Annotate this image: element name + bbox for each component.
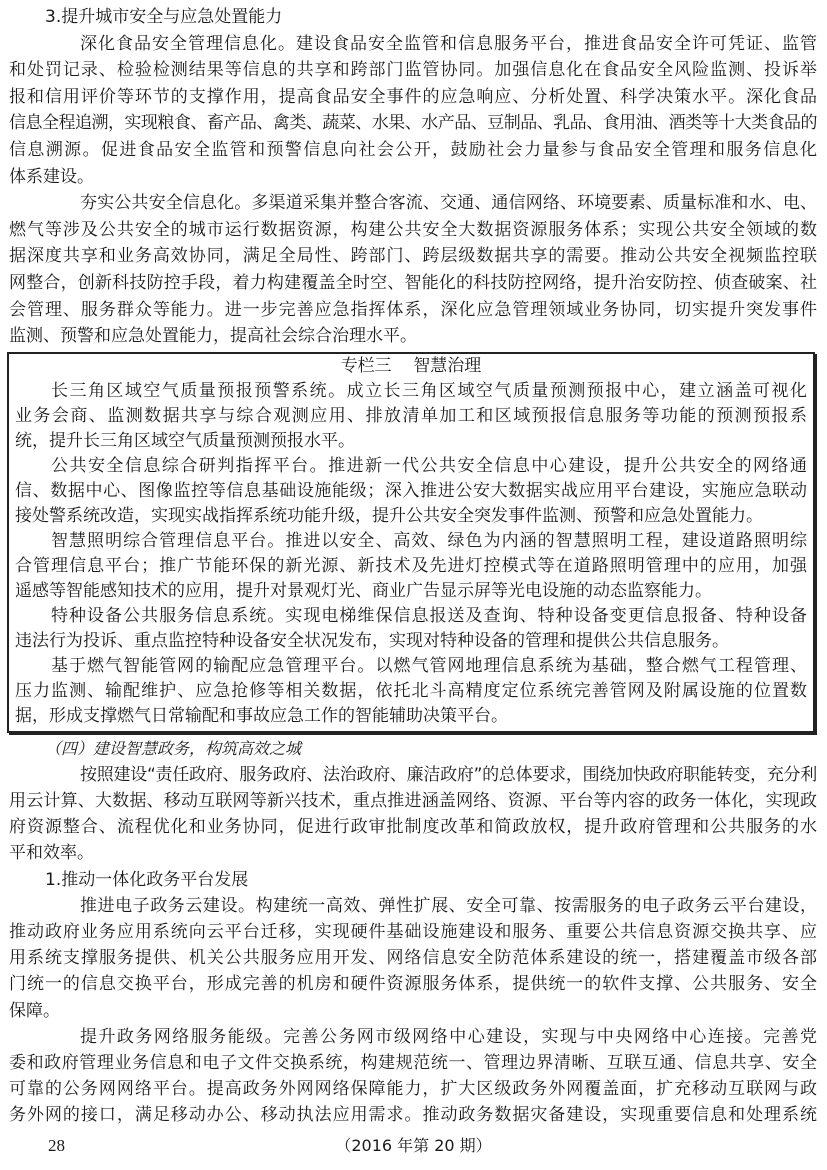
text-line: 信息全程追溯，实现粮食、畜产品、禽类、蔬菜、水果、水产品、豆制品、乳品、食用油、酒类等十大类食品的 [9, 113, 817, 134]
paragraph [9, 762, 817, 867]
text-line: 长三角区域空气质量预报预警系统。成立长三角区域空气质量预测预报中心，建立涵盖可视化 [51, 380, 807, 401]
text-line: 委和政府管理业务信息和电子文件交换系统，构建规范统一、管理边界清晰、互联互通、信息共享、安全 [9, 1052, 817, 1073]
text-line: 体系建设。 [9, 166, 94, 187]
paragraph [15, 654, 807, 729]
text-line: 推动政府业务应用系统向云平台迁移，实现硬件基础设施建设和服务、重要公共信息资源交换共享、应 [9, 922, 817, 943]
subsection-body [9, 893, 817, 1129]
paragraph [9, 1024, 817, 1129]
paragraph [15, 604, 807, 654]
text-line: 压力监测、输配维护、应急抢修等相关数据，依托北斗高精度定位系统完善管网及附属设施的位置数 [15, 680, 807, 701]
text-line: 提升政务网络服务能级。完善公务网市级网络中心建设，实现与中央网络中心连接。完善党 [80, 1026, 817, 1047]
text-line: 信息溯源。促进食品安全监管和预警信息向社会公开，鼓励社会力量参与食品安全管理和服务信息化 [9, 139, 817, 160]
text-line: 特种设备公共服务信息系统。实现电梯维保信息报送及查询、特种设备变更信息报备、特种设备 [51, 605, 807, 626]
column-box-body [15, 379, 807, 729]
document-page [9, 4, 817, 1129]
section-body [9, 762, 817, 867]
text-line: 基于燃气智能管网的输配应急管理平台。以燃气管网地理信息系统为基础，整合燃气工程管理、 [51, 655, 807, 676]
paragraph [15, 529, 807, 604]
text-line: 门统一的信息交换平台，形成完善的机房和硬件资源服务体系，提供统一的软件支撑、公共服务、安全 [9, 974, 817, 995]
paragraph [9, 190, 817, 350]
text-line: 接处警系统改造，实现实战指挥系统功能升级，提升公共安全突发事件监测、预警和应急处置能力。 [15, 505, 763, 526]
text-line: 和处罚记录、检验检测结果等信息的共享和跨部门监管协同。加强信息化在食品安全风险监测、投诉举 [9, 60, 817, 81]
paragraph [15, 379, 807, 454]
text-line: 网整合，创新科技防控手段，着力构建覆盖全时空、智能化的科技防控网络，提升治安防控、侦查破案、社 [9, 272, 817, 293]
text-line: 用云计算、大数据、移动互联网等新兴技术，重点推进涵盖网络、资源、平台等内容的政务一体化，实现政 [9, 791, 817, 812]
text-line: 违法行为投诉、重点监控特种设备安全状况发布，实现对特种设备的管理和提供公共信息服务。 [15, 630, 729, 651]
section-heading: （四）建设智慧政务，构筑高效之城 [45, 738, 302, 758]
text-line: 信、数据中心、图像监控等信息基础设施能级；深入推进公安大数据实战应用平台建设，实施应急联动 [15, 480, 807, 501]
page-number: 28 [48, 1136, 65, 1155]
section-body [9, 31, 817, 350]
text-line: 会管理、服务群众等能力。进一步完善应急指挥体系，深化应急管理领域业务协同，切实提升突发事件 [9, 299, 817, 320]
text-line: 合管理信息平台；推广节能环保的新光源、新技术及先进灯控模式等在道路照明管理中的应用，加强 [15, 555, 807, 576]
paragraph [15, 454, 807, 529]
text-line: 公共安全信息综合研判指挥平台。推进新一代公共安全信息中心建设，提升公共安全的网络通 [51, 455, 807, 476]
subsection-heading: 1.推动一体化政务平台发展 [45, 869, 249, 890]
text-line: 推进电子政务云建设。构建统一高效、弹性扩展、安全可靠、按需服务的电子政务云平台建设， [80, 895, 817, 916]
text-line: 平和效率。 [9, 843, 94, 864]
issue-label: （2016 年第 20 期） [335, 1136, 492, 1155]
section-heading: 3.提升城市安全与应急处置能力 [45, 7, 283, 27]
text-line: 深化食品安全管理信息化。建设食品安全监管和信息服务平台，推进食品安全许可凭证、监管 [80, 33, 817, 54]
text-line: 监测、预警和应急处置能力，提高社会综合治理水平。 [9, 326, 417, 347]
text-line: 保障。 [9, 1000, 60, 1021]
section-four [9, 736, 817, 1129]
text-line: 业务会商、监测数据共享与综合观测应用、排放清单加工和区域预报信息服务等功能的预测预报系 [15, 405, 807, 426]
paragraph [9, 893, 817, 1024]
text-line: 按照建设“责任政府、服务政府、法治政府、廉洁政府”的总体要求，围绕加快政府职能转变，充分利 [80, 764, 817, 785]
paragraph [9, 31, 817, 191]
text-line: 遥感等智能感知技术的应用，提升对景观灯光、商业广告显示屏等光电设施的动态监察能力。 [15, 580, 712, 601]
text-line: 统，提升长三角区域空气质量预测预报水平。 [15, 430, 355, 451]
text-line: 智慧照明综合管理信息平台。推进以安全、高效、绿色为内涵的智慧照明工程，建设道路照明综 [51, 530, 807, 551]
column-box-smart-governance [7, 352, 815, 733]
text-line: 用系统支撑服务提供、机关公共服务应用开发、网络信息安全防范体系建设的统一，搭建覆盖市级各部 [9, 948, 817, 969]
text-line: 夯实公共安全信息化。多渠道采集并整合客流、交通、通信网络、环境要素、质量标准和水、电、 [80, 193, 817, 214]
text-line: 府资源整合、流程优化和业务协同，促进行政审批制度改革和简政放权，提升政府管理和公共服务的水 [9, 817, 817, 838]
text-line: 报和信用评价等环节的支撑作用，提高食品安全事件的应急响应、分析处置、科学决策水平。深化食品 [9, 86, 817, 107]
text-line: 燃气等涉及公共安全的城市运行数据资源，构建公共安全大数据资源服务体系；实现公共安全领域的数 [9, 219, 817, 240]
text-line: 据，形成支撑燃气日常输配和事故应急工作的智能辅助决策平台。 [15, 705, 508, 726]
column-box-title: 专栏三 智慧治理 [340, 355, 482, 376]
text-line: 据深度共享和业务高效协同，满足全局性、跨部门、跨层级数据共享的需要。推动公共安全视频监控联 [9, 246, 817, 267]
text-line: 可靠的公务网网络平台。提高政务外网网络保障能力，扩大区级政务外网覆盖面，扩充移动互联网与政 [9, 1079, 817, 1100]
text-line: 务外网的接口，满足移动办公、移动执法应用需求。推动政务数据灾备建设，实现重要信息和处理系统 [9, 1105, 817, 1126]
